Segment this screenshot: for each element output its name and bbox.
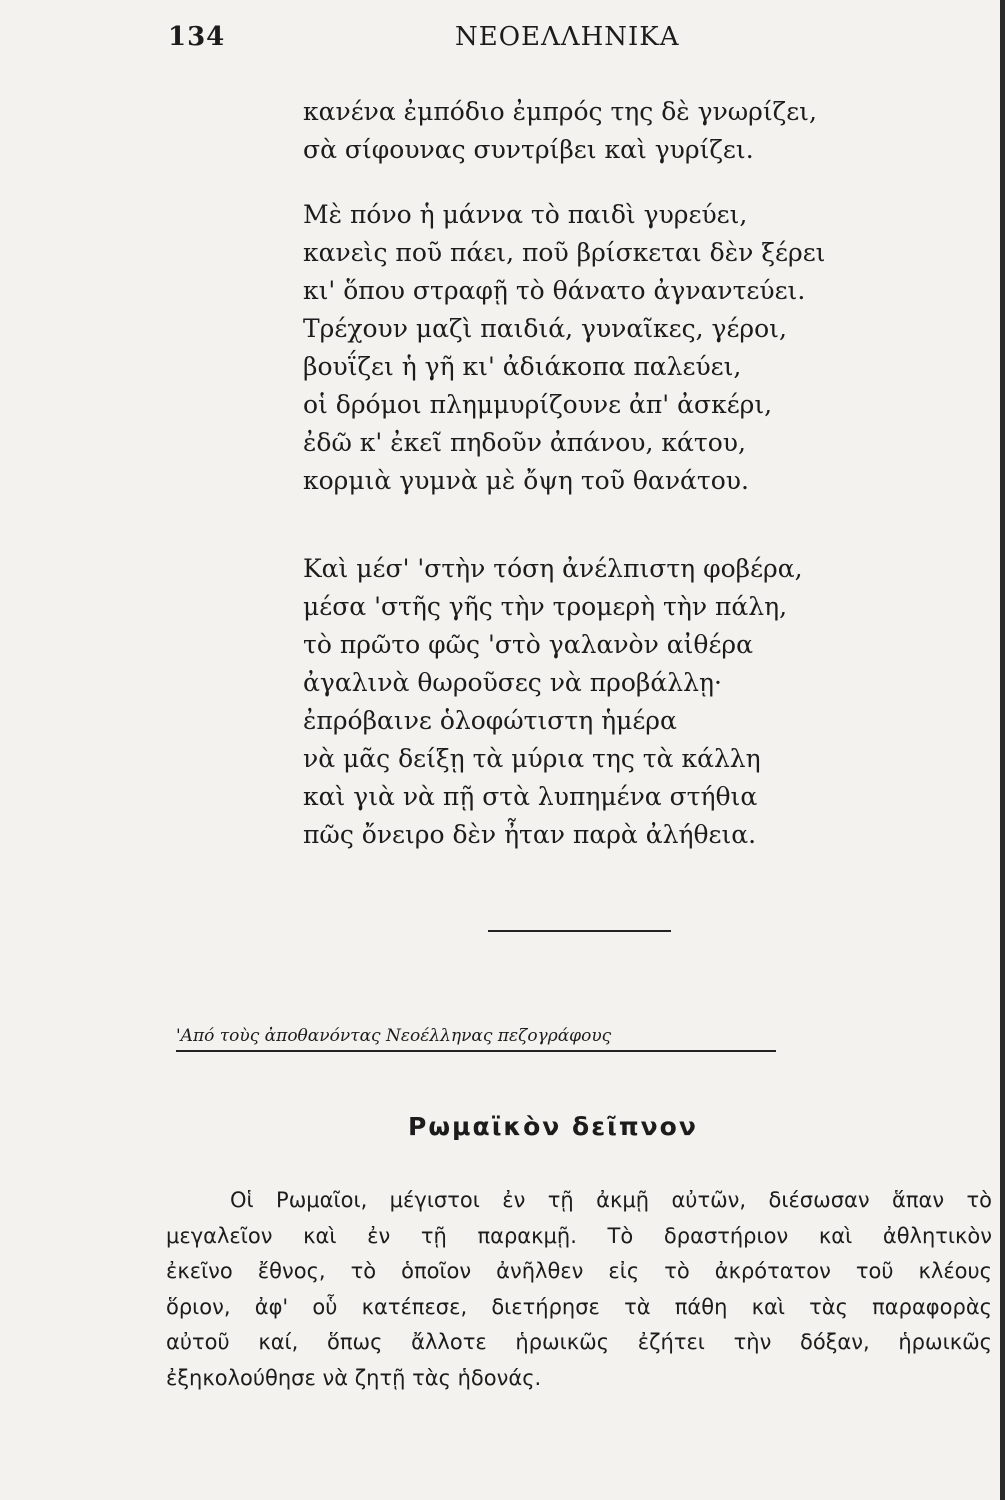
poem-line: Τρέχουν μαζὶ παιδιά, γυναῖκες, γέροι, [303,314,787,343]
poem-stanza-1 [303,93,863,169]
poem-line: τὸ πρῶτο φῶς 'στὸ γαλανὸν αἰθέρα [303,630,753,659]
poem-line: Καὶ μέσ' 'στὴν τόση ἀνέλπιστη φοβέρα, [303,554,803,583]
poem-line: κανένα ἐμπόδιο ἐμπρός της δὲ γνωρίζει, [303,97,817,126]
article-line: μεγαλεῖον καὶ ἐν τῇ παρακμῇ. Τὸ δραστήριον καὶ ἀθλητικὸν [166,1223,992,1248]
poem-line: καὶ γιὰ νὰ πῇ στὰ λυπημένα στήθια [303,782,758,811]
poem-line: νὰ μᾶς δείξῃ τὰ μύρια της τὰ κάλλη [303,744,761,773]
poem-line: κορμιὰ γυμνὰ μὲ ὄψη τοῦ θανάτου. [303,466,749,495]
poem-line: κι' ὅπου στραφῇ τὸ θάνατο ἀγναντεύει. [303,276,806,305]
poem-line: ἐπρόβαινε ὁλοφώτιστη ἡμέρα [303,706,677,735]
article-line: αὐτοῦ καί, ὅπως ἄλλοτε ἡρωικῶς ἐζήτει τὴν δόξαν, ἡρωικῶς [166,1330,992,1354]
poem-line: βουΐζει ἡ γῆ κι' ἀδιάκοπα παλεύει, [303,352,742,381]
poem-line: κανεὶς ποῦ πάει, ποῦ βρίσκεται δὲν ξέρει [303,238,826,267]
article-line: ἐξηκολούθησε νὰ ζητῇ τὰς ἡδονάς. [166,1365,542,1390]
poem-line: οἱ δρόμοι πλημμυρίζουνε ἀπ' ἀσκέρι, [303,390,773,419]
page-number: 134 [168,22,226,52]
poem-line: σὰ σίφουνας συντρίβει καὶ γυρίζει. [303,135,754,164]
poem-line: Μὲ πόνο ἡ μάννα τὸ παιδὶ γυρεύει, [303,200,748,229]
article-title: Ρωμαϊκὸν δεῖπνον [408,1112,698,1141]
poem-line: ἀγαλινὰ θωροῦσες νὰ προβάλλῃ· [303,668,722,697]
article-line: ὅριον, ἀφ' οὗ κατέπεσε, διετήρησε τὰ πάθη καὶ τὰς παραφορὰς [166,1294,992,1319]
article-line: Οἱ Ρωμαῖοι, μέγιστοι ἐν τῇ ἀκμῇ αὐτῶν, διέσωσαν ἅπαν τὸ [230,1188,992,1212]
section-divider [488,930,671,932]
poem-stanza-3 [303,550,863,854]
article-line: ἐκεῖνο ἔθνος, τὸ ὁποῖον ἀνῆλθεν εἰς τὸ ἀκρότατον τοῦ κλέους [166,1259,992,1283]
section-caption: 'Από τοὺς ἀποθανόντας Νεοέλληνας πεζογράφους [176,1026,776,1052]
article-body [166,1183,992,1396]
poem-line: μέσα 'στῆς γῆς τὴν τρομερὴ τὴν πάλη, [303,592,788,621]
poem-line: ἐδῶ κ' ἐκεῖ πηδοῦν ἀπάνου, κάτου, [303,428,746,457]
poem-stanza-2 [303,196,863,500]
page-edge [1000,0,1005,1500]
page-header [0,22,1005,62]
running-title: ΝΕΟΕΛΛΗΝΙΚΑ [455,22,680,52]
poem-line: πῶς ὄνειρο δὲν ἦταν παρὰ ἀλήθεια. [303,820,757,849]
